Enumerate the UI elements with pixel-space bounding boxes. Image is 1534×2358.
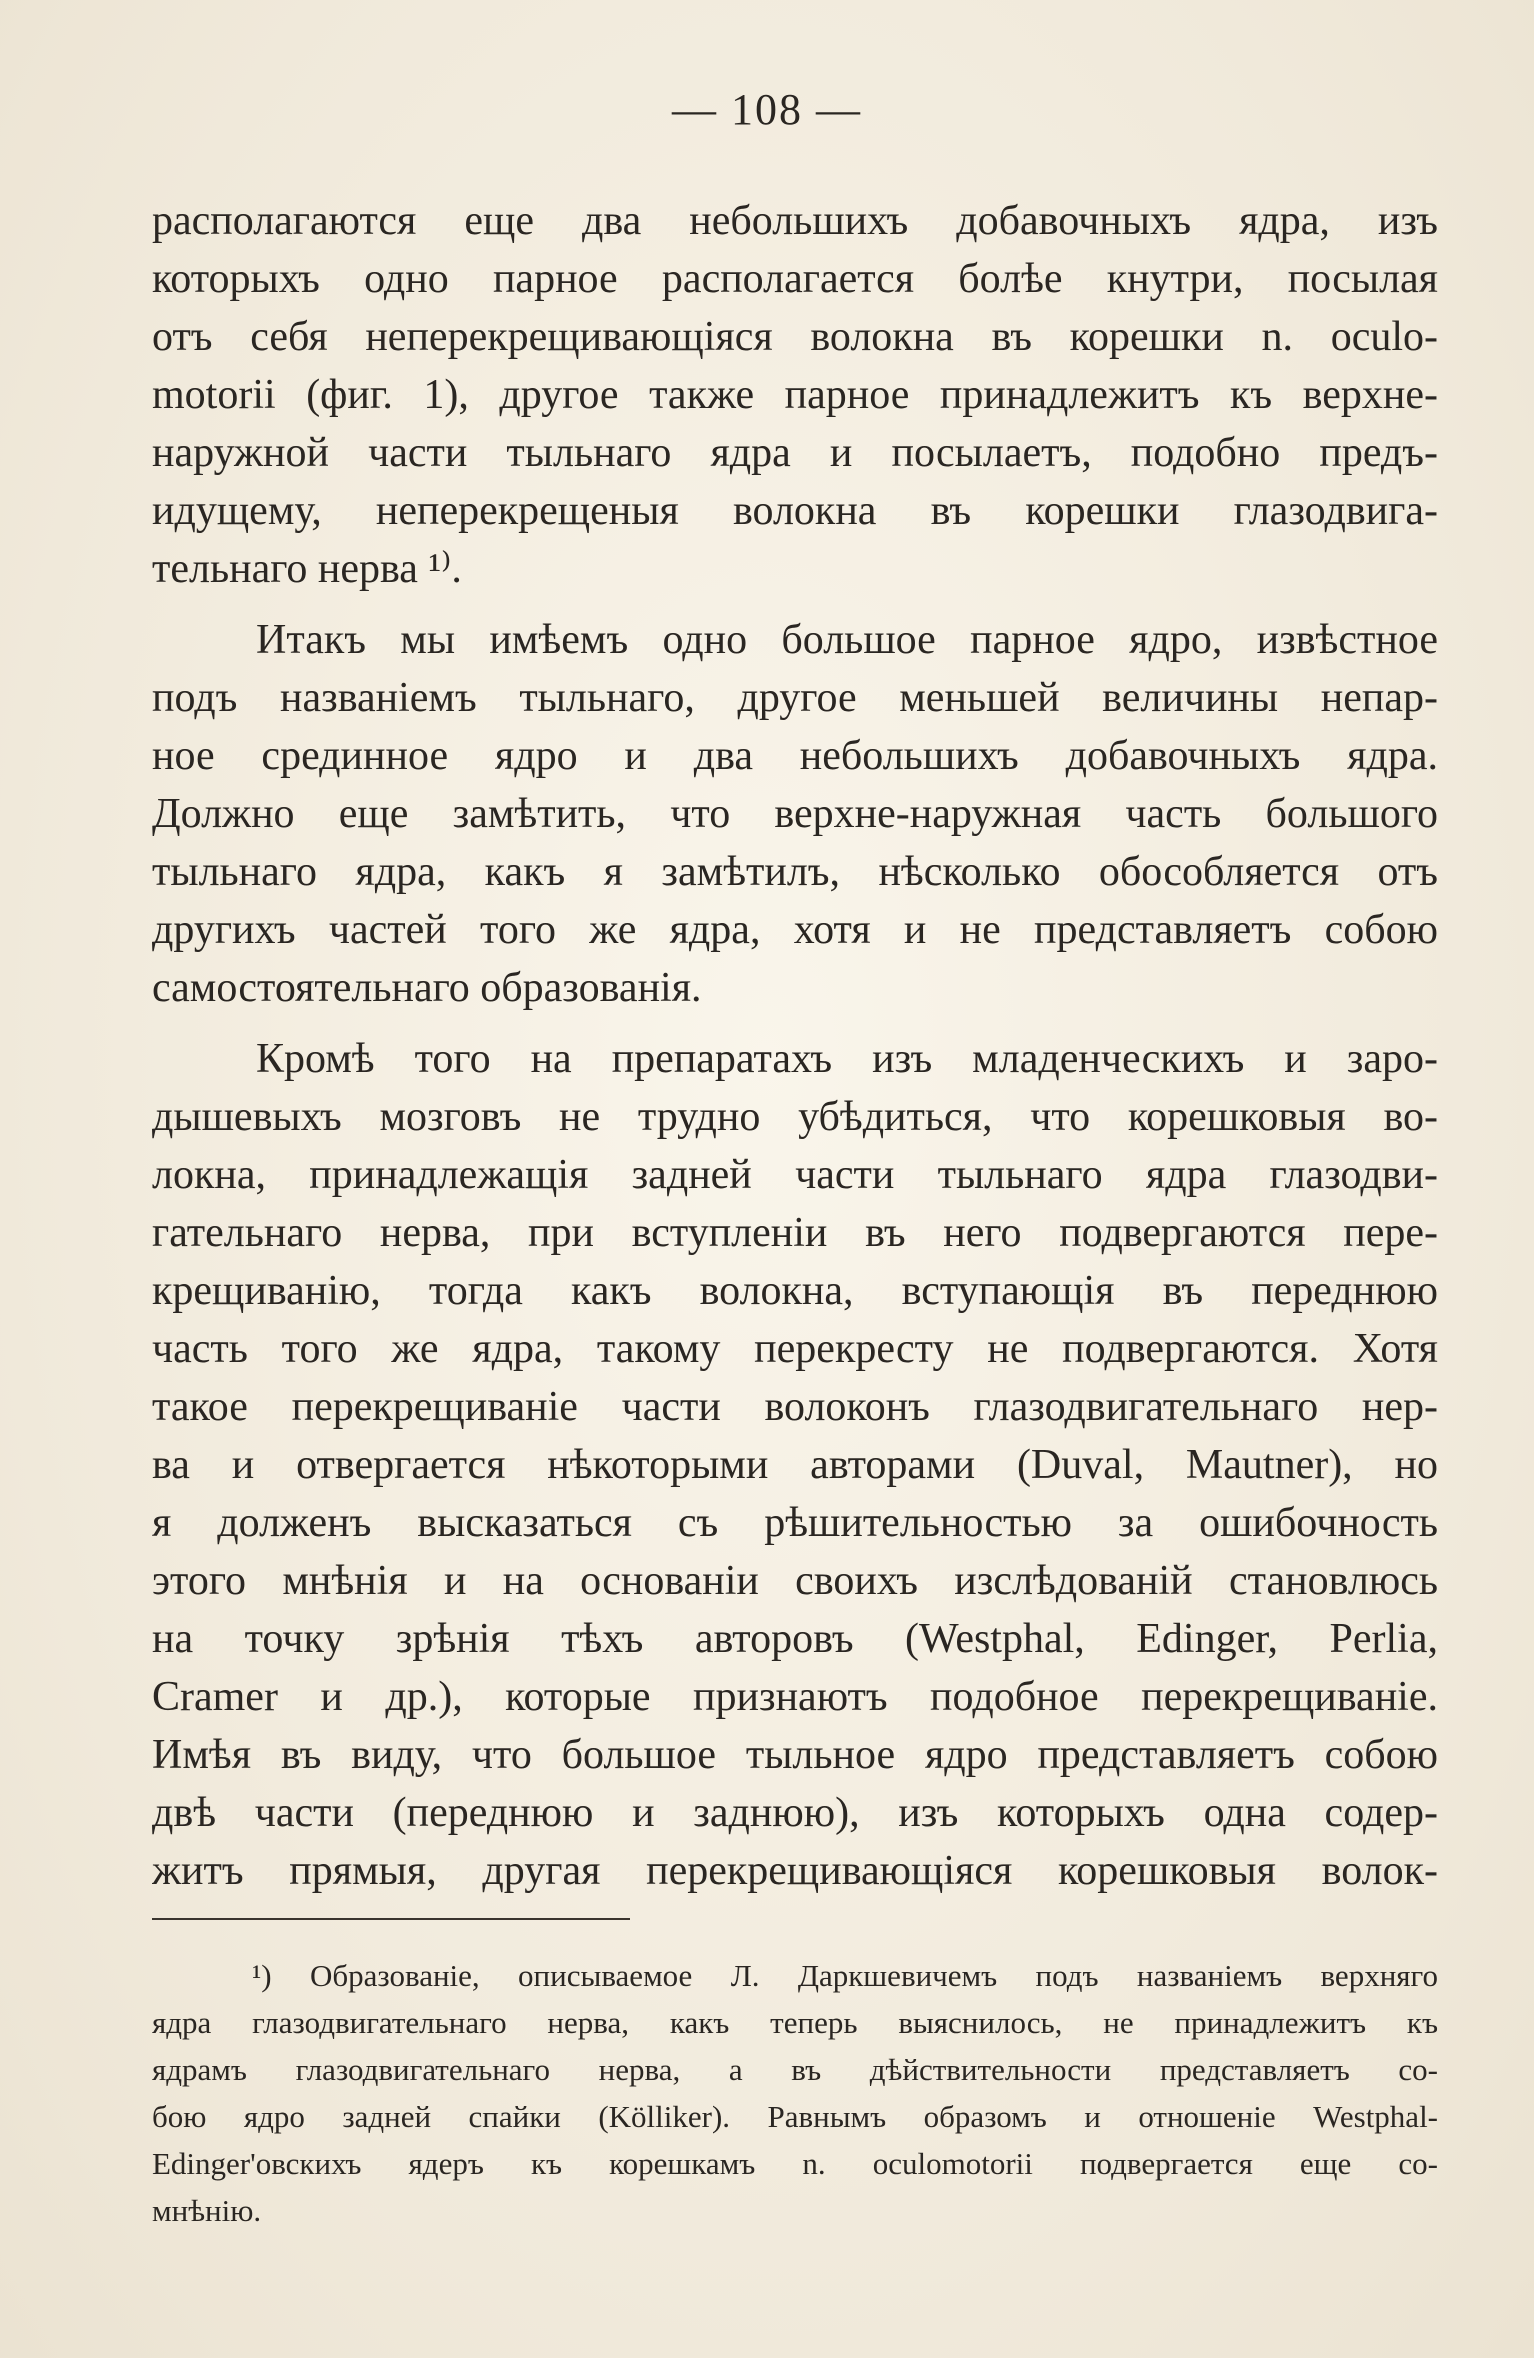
text-line: дышевыхъ мозговъ не трудно убѣдиться, что корешковыя во- <box>152 1094 1438 1140</box>
footnote-line: Edinger'овскихъ ядеръ къ корешкамъ n. oculomotorii подвергается еще со- <box>152 2146 1438 2181</box>
footnote-line: бою ядро задней спайки (Kölliker). Равнымъ образомъ и отношеніе Westphal- <box>152 2099 1438 2134</box>
text-line: Должно еще замѣтить, что верхне-наружная часть большого <box>152 791 1438 837</box>
footnote-line: ядра глазодвигательнаго нерва, какъ теперь выяснилось, не принадлежитъ къ <box>152 2005 1438 2040</box>
text-line: ное срединное ядро и два небольшихъ добавочныхъ ядра. <box>152 733 1438 779</box>
text-line: Кромѣ того на препаратахъ изъ младенческихъ и заро- <box>256 1036 1438 1082</box>
text-line: гательнаго нерва, при вступленіи въ него подвергаются пере- <box>152 1210 1438 1256</box>
text-line: идущему, неперекрещеныя волокна въ корешки глазодвига- <box>152 488 1438 534</box>
text-line: тыльнаго ядра, какъ я замѣтилъ, нѣсколько обособляется отъ <box>152 849 1438 895</box>
text-line: житъ прямыя, другая перекрещивающіяся корешковыя волок- <box>152 1848 1438 1894</box>
paragraph-2 <box>152 611 1438 1017</box>
text-line: подъ названіемъ тыльнаго, другое меньшей величины непар- <box>152 675 1438 721</box>
text-line: Cramer и др.), которые признаютъ подобное перекрещиваніе. <box>152 1674 1438 1720</box>
text-line: этого мнѣнія и на основаніи своихъ изслѣдованій становлюсь <box>152 1558 1438 1604</box>
text-line: отъ себя неперекрещивающіяся волокна въ корешки n. oculo- <box>152 314 1438 360</box>
text-line: крещиванію, тогда какъ волокна, вступающія въ переднюю <box>152 1268 1438 1314</box>
text-line: Имѣя въ виду, что большое тыльное ядро представляетъ собою <box>152 1732 1438 1778</box>
paragraph-3 <box>152 1030 1438 1900</box>
text-line: самостоятельнаго образованія. <box>152 965 702 1011</box>
text-line: тельнаго нерва ¹⁾. <box>152 546 462 592</box>
main-text <box>152 192 1438 1900</box>
text-line: располагаются еще два небольшихъ добавочныхъ ядра, изъ <box>152 198 1438 244</box>
text-line: ва и отвергается нѣкоторыми авторами (Duval, Mautner), но <box>152 1442 1438 1488</box>
text-line: такое перекрещиваніе части волоконъ глазодвигательнаго нер- <box>152 1384 1438 1430</box>
paragraph-1 <box>152 192 1438 598</box>
text-line: motorii (фиг. 1), другое также парное принадлежитъ къ верхне- <box>152 372 1438 418</box>
page-number: — 108 — <box>672 85 862 134</box>
text-line: Итакъ мы имѣемъ одно большое парное ядро, извѣстное <box>256 617 1438 663</box>
text-line: двѣ части (переднюю и заднюю), изъ которыхъ одна содер- <box>152 1790 1438 1836</box>
text-line: локна, принадлежащія задней части тыльнаго ядра глазодви- <box>152 1152 1438 1198</box>
text-line: часть того же ядра, такому перекресту не подвергаются. Хотя <box>152 1326 1438 1372</box>
footnote-line: ядрамъ глазодвигательнаго нерва, а въ дѣйствительности представляетъ со- <box>152 2052 1438 2087</box>
footnote-line: мнѣнію. <box>152 2193 262 2228</box>
text-line: наружной части тыльнаго ядра и посылаетъ, подобно предъ- <box>152 430 1438 476</box>
text-line: я долженъ высказаться съ рѣшительностью за ошибочность <box>152 1500 1438 1546</box>
text-line: которыхъ одно парное располагается болѣе кнутри, посылая <box>152 256 1438 302</box>
footnote-separator <box>152 1918 630 1920</box>
text-line: на точку зрѣнія тѣхъ авторовъ (Westphal, Edinger, Perlia, <box>152 1616 1438 1662</box>
text-line: другихъ частей того же ядра, хотя и не представляетъ собою <box>152 907 1438 953</box>
footnote-line: ¹) Образованіе, описываемое Л. Даркшевичемъ подъ названіемъ верхняго <box>252 1958 1438 1993</box>
footnote <box>152 1952 1438 2234</box>
